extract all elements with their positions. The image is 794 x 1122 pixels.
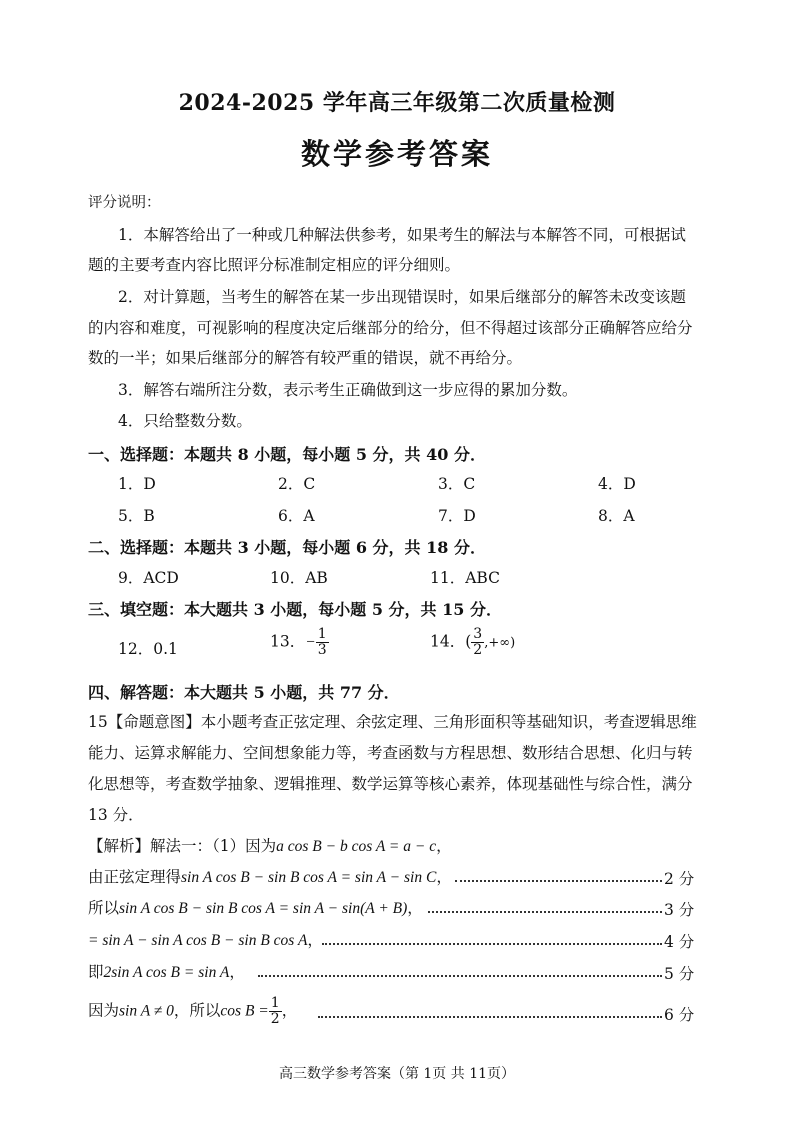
step-1-tail: ， xyxy=(436,868,452,886)
step-1-equation: sin A cos B − sin B cos A = sin A − sin C xyxy=(181,869,437,886)
q15-intro-line-1: 15【命题意图】本小题考查正弦定理、余弦定理、三角形面积等基础知识，考查逻辑思维 xyxy=(88,713,697,731)
answer-2: 2．C xyxy=(278,475,316,493)
step-5-numerator: 1 xyxy=(270,995,280,1011)
grading-note-2-line-1: 2．对计算题，当考生的解答在某一步出现错误时，如果后继部分的解答未改变该题 xyxy=(118,288,686,306)
answer-3: 3．C xyxy=(438,475,476,493)
answer-7: 7．D xyxy=(438,507,476,525)
answer-13-numerator: 1 xyxy=(317,626,327,642)
answer-13 xyxy=(270,627,329,658)
answer-14-denominator: 2 xyxy=(473,642,483,658)
step-5-condition: sin A ≠ 0 xyxy=(119,1002,174,1020)
grading-notes-heading: 评分说明： xyxy=(88,195,161,211)
answer-1: 1．D xyxy=(118,475,156,493)
step-1-leader-dots xyxy=(455,880,662,882)
q15-intro-line-3: 化思想等，考查数学抽象、逻辑推理、数学运算等核心素养，体现基础性与综合性，满分 xyxy=(88,775,693,793)
answer-14-numerator: 3 xyxy=(473,626,483,642)
step-2-equation: sin A cos B − sin B cos A = sin A − sin(A + B) xyxy=(119,900,408,917)
step-5-text-1: 因为 xyxy=(88,1001,120,1020)
answer-4: 4．D xyxy=(598,475,636,493)
step-5-leader-dots xyxy=(318,1016,662,1018)
grading-note-2-line-3: 数的一半；如果后继部分的解答有较严重的错误，就不再给分。 xyxy=(88,349,523,367)
step-5-denominator: 2 xyxy=(270,1011,280,1027)
section-1-heading: 一、选择题：本题共 8 小题，每小题 5 分，共 40 分． xyxy=(88,445,486,464)
q15-intro-line-2: 能力、运算求解能力、空间想象能力等，考查函数与方程思想、数形结合思想、化归与转 xyxy=(88,744,693,762)
step-4-text: 即 xyxy=(88,963,104,981)
step-4-score: 5 分 xyxy=(664,965,695,983)
grading-note-4: 4．只给整数分数。 xyxy=(118,412,252,430)
step-2-leader-dots xyxy=(428,911,662,913)
grading-note-1-line-1: 1．本解答给出了一种或几种解法供参考，如果考生的解法与本解答不同，可根据试 xyxy=(118,226,686,244)
answer-13-fraction xyxy=(316,627,329,658)
grading-note-3: 3．解答右端所注分数，表示考生正确做到这一步应得的累加分数。 xyxy=(118,381,578,399)
answer-14-fraction xyxy=(471,627,484,658)
step-5 xyxy=(88,996,297,1027)
step-4-leader-dots xyxy=(258,975,662,977)
step-3-leader-dots xyxy=(322,943,662,945)
step-1 xyxy=(88,867,452,888)
step-2-text: 所以 xyxy=(88,899,120,917)
answer-14-rest: ,+∞) xyxy=(484,635,516,651)
step-2-score: 3 分 xyxy=(664,901,695,919)
step-3-tail: ， xyxy=(307,931,323,949)
answer-13-label: 13． xyxy=(270,632,306,651)
answer-8: 8．A xyxy=(598,507,635,525)
answer-13-denominator: 3 xyxy=(317,642,327,658)
analysis-condition: a cos B − b cos A = a − c xyxy=(276,838,437,855)
answer-14-open-paren: ( xyxy=(465,632,472,651)
answer-6: 6．A xyxy=(278,507,315,525)
document-subtitle: 数学参考答案 xyxy=(300,137,493,171)
grading-note-1-line-2: 题的主要考查内容比照评分标准制定相应的评分细则。 xyxy=(88,256,461,274)
step-3 xyxy=(88,930,323,951)
answer-13-sign: − xyxy=(305,633,316,651)
section-4-heading: 四、解答题：本大题共 5 小题，共 77 分． xyxy=(88,683,400,702)
step-5-score: 6 分 xyxy=(664,1006,695,1024)
step-1-score: 2 分 xyxy=(664,870,695,888)
step-3-score: 4 分 xyxy=(664,933,695,951)
step-4 xyxy=(88,962,245,983)
section-3-heading: 三、填空题：本大题共 3 小题，每小题 5 分，共 15 分． xyxy=(88,600,502,619)
step-4-equation: 2sin A cos B = sin A xyxy=(103,964,230,981)
answer-14-label: 14． xyxy=(430,632,466,651)
answer-5: 5．B xyxy=(118,507,155,525)
step-2 xyxy=(88,898,423,919)
step-5-equation: cos B = xyxy=(220,1002,269,1020)
step-5-text-2: ，所以 xyxy=(173,1001,221,1020)
document-title: 2024-2025 学年高三年级第二次质量检测 xyxy=(178,90,616,116)
page-footer: 高三数学参考答案（第 1页 共 11页） xyxy=(278,1066,516,1082)
q15-intro-line-4: 13 分． xyxy=(88,806,144,824)
answer-12: 12．0.1 xyxy=(118,640,178,658)
grading-note-2-line-2: 的内容和难度，可视影响的程度决定后继部分的给分，但不得超过该部分正确解答应给分 xyxy=(88,319,693,337)
answer-9: 9．ACD xyxy=(118,569,179,587)
step-2-tail: ， xyxy=(407,899,423,917)
step-1-text: 由正弦定理得 xyxy=(88,868,182,886)
section-2-heading: 二、选择题：本题共 3 小题，每小题 6 分，共 18 分． xyxy=(88,538,486,557)
step-4-tail: ， xyxy=(229,963,245,981)
analysis-tail: ， xyxy=(436,837,452,855)
answer-11: 11．ABC xyxy=(430,569,500,587)
step-5-tail: ， xyxy=(281,1001,298,1020)
analysis-line xyxy=(88,836,452,857)
answer-14 xyxy=(430,627,515,658)
analysis-label: 【解析】解法一：（1）因为 xyxy=(88,837,277,855)
step-5-fraction xyxy=(269,996,282,1027)
answer-10: 10．AB xyxy=(270,569,328,587)
step-3-equation: = sin A − sin A cos B − sin B cos A xyxy=(88,932,308,949)
